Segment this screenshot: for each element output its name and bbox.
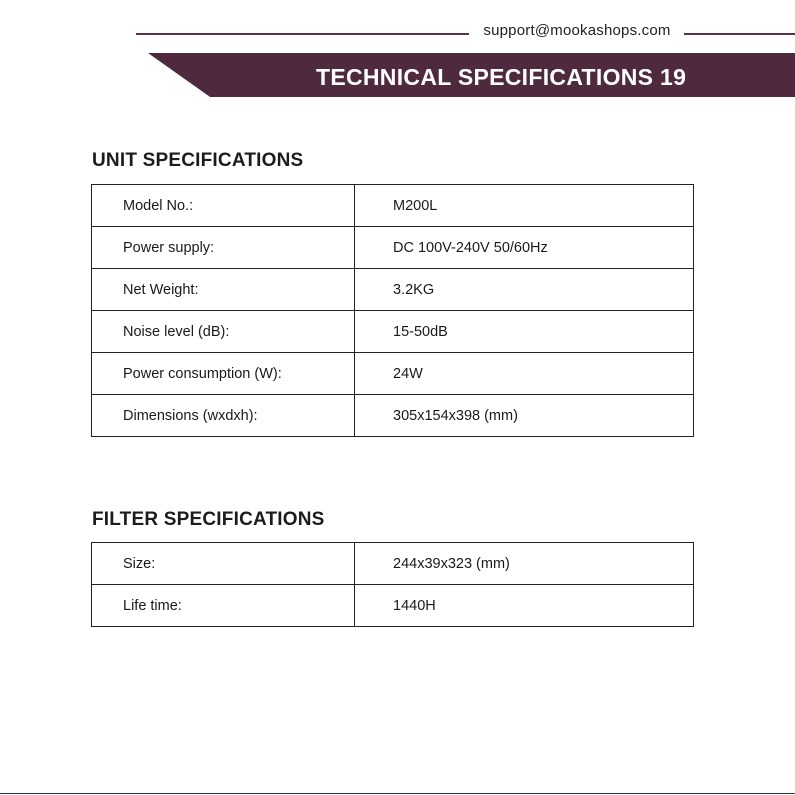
page-title: TECHNICAL SPECIFICATIONS 19: [316, 64, 687, 90]
spec-label: Net Weight:: [92, 269, 355, 311]
header-rule-left: [136, 33, 469, 35]
spec-value: DC 100V-240V 50/60Hz: [355, 227, 694, 269]
spec-label: Model No.:: [92, 185, 355, 227]
spec-value: 305x154x398 (mm): [355, 395, 694, 437]
spec-value: 1440H: [355, 585, 694, 627]
filter-specs-heading: FILTER SPECIFICATIONS: [92, 509, 325, 530]
spec-label: Size:: [92, 543, 355, 585]
spec-label: Dimensions (wxdxh):: [92, 395, 355, 437]
spec-value: 244x39x323 (mm): [355, 543, 694, 585]
table-row: [92, 227, 694, 269]
support-email: support@mookashops.com: [483, 22, 671, 39]
header-rule-right: [684, 33, 795, 35]
spec-value: M200L: [355, 185, 694, 227]
spec-label: Power supply:: [92, 227, 355, 269]
unit-specs-heading: UNIT SPECIFICATIONS: [92, 150, 304, 171]
table-row: [92, 353, 694, 395]
unit-specs-table: [91, 184, 694, 437]
footer-rule: [0, 793, 795, 794]
spec-value: 15-50dB: [355, 311, 694, 353]
table-row: [92, 185, 694, 227]
filter-specs-table: [91, 542, 694, 627]
table-row: [92, 395, 694, 437]
spec-label: Power consumption (W):: [92, 353, 355, 395]
table-row: [92, 311, 694, 353]
table-row: [92, 543, 694, 585]
spec-value: 3.2KG: [355, 269, 694, 311]
spec-label: Noise level (dB):: [92, 311, 355, 353]
table-row: [92, 585, 694, 627]
table-row: [92, 269, 694, 311]
spec-label: Life time:: [92, 585, 355, 627]
spec-value: 24W: [355, 353, 694, 395]
